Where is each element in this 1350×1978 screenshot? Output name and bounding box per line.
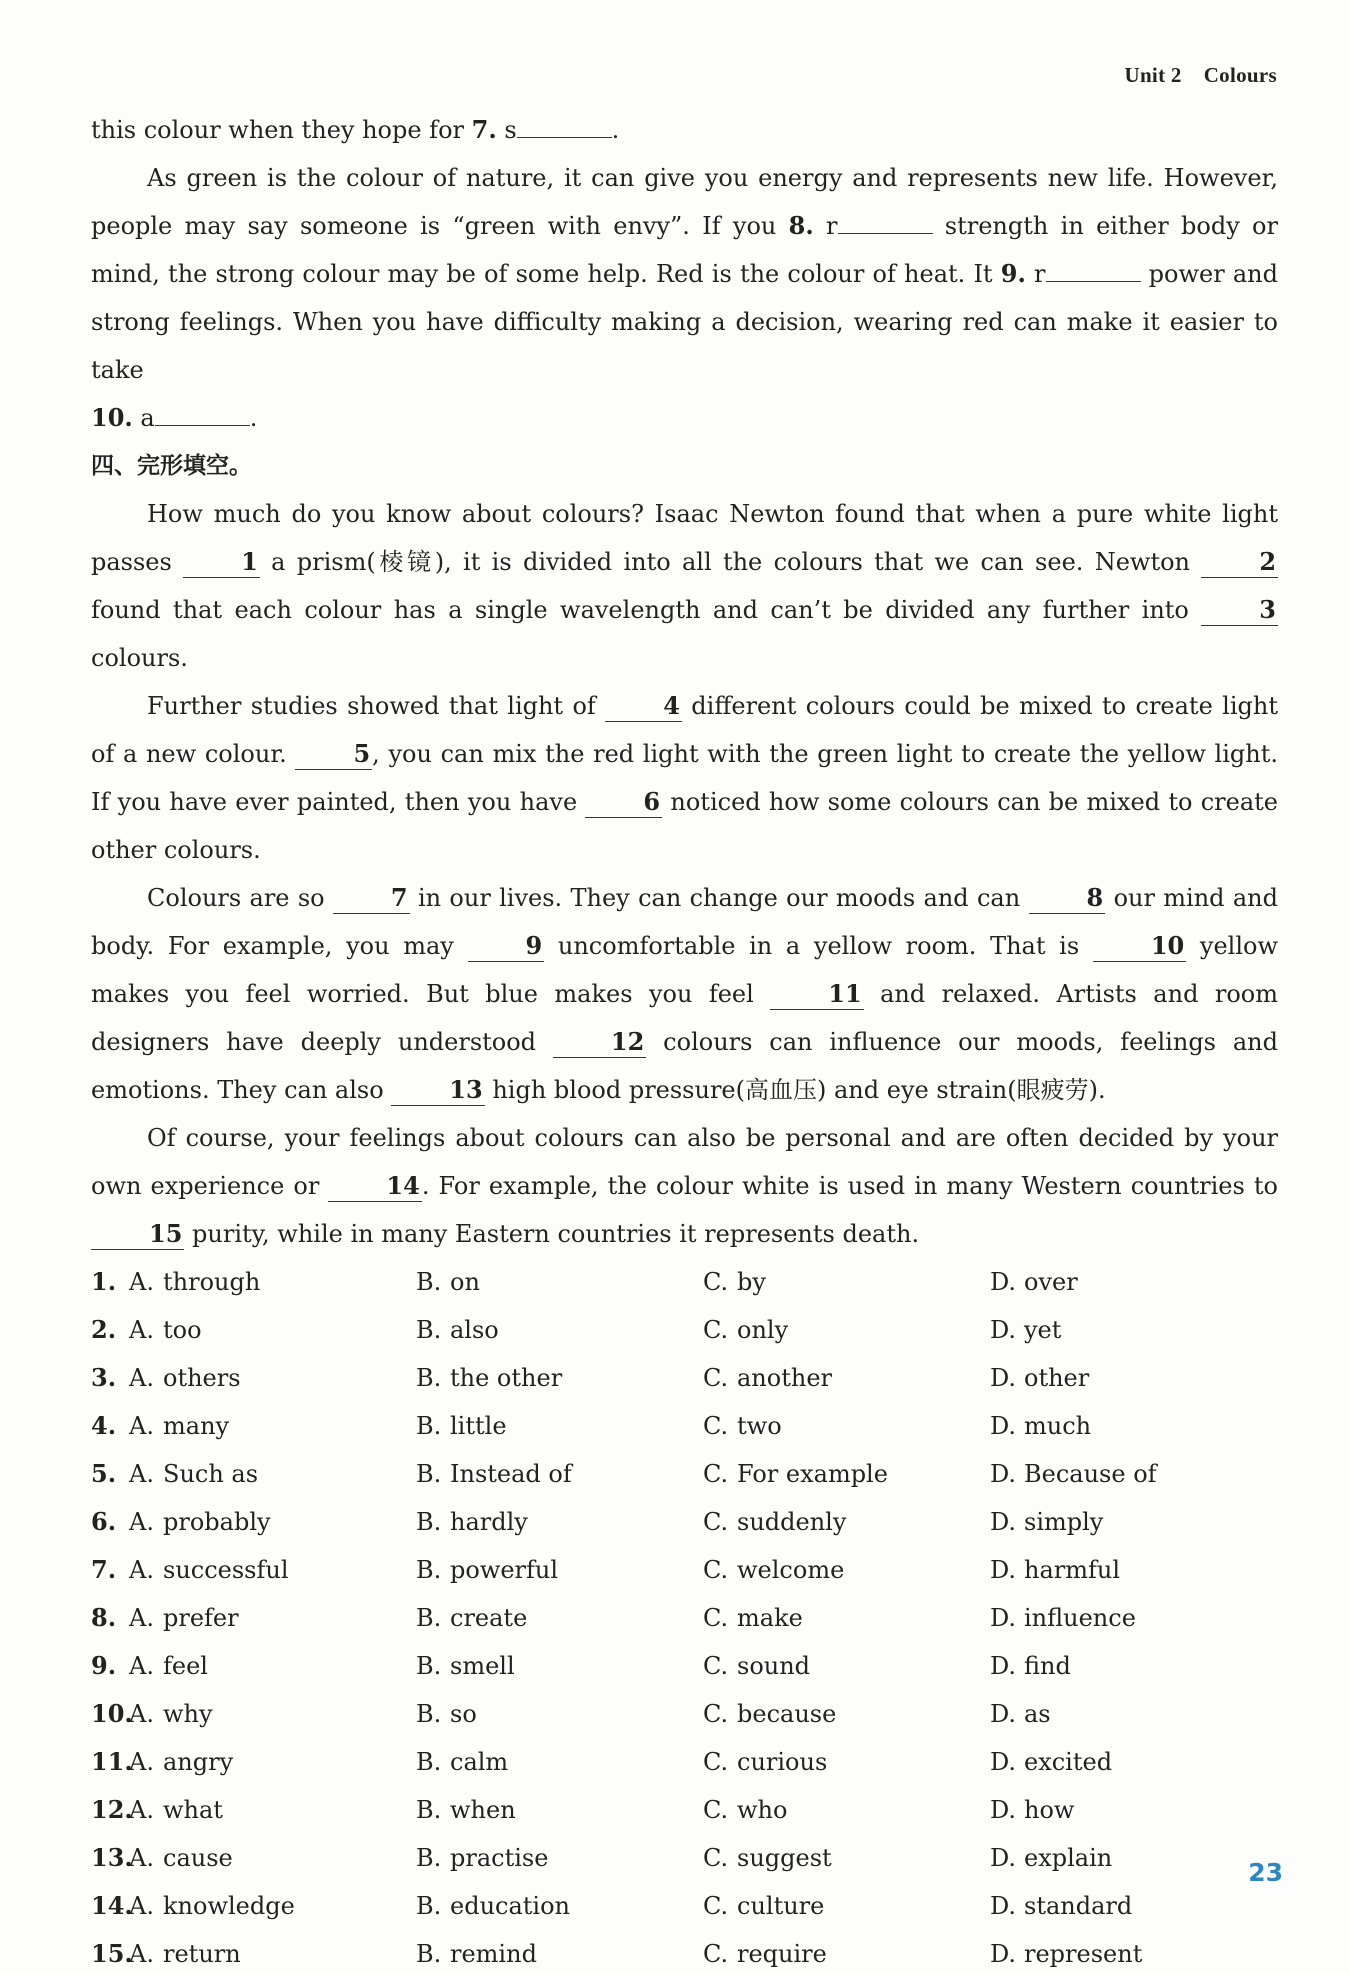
option-text: standard — [1024, 1892, 1133, 1920]
option-question-number: 10. — [91, 1699, 133, 1728]
running-header — [1124, 63, 1277, 88]
option-a[interactable] — [129, 1882, 416, 1930]
option-text: when — [450, 1796, 516, 1824]
option-letter: A. — [129, 1316, 154, 1344]
content — [91, 106, 1278, 1978]
option-letter: D. — [990, 1748, 1017, 1776]
option-text: calm — [450, 1748, 509, 1776]
option-b[interactable] — [416, 1498, 703, 1546]
cloze-blank-8[interactable]: 8 — [1029, 883, 1106, 914]
option-a[interactable] — [129, 1402, 416, 1450]
option-letter: D. — [990, 1604, 1017, 1632]
option-text: curious — [737, 1748, 828, 1776]
answer-blank-10[interactable] — [155, 425, 250, 426]
option-a[interactable] — [129, 1642, 416, 1690]
option-text: through — [163, 1268, 261, 1296]
option-letter: A. — [129, 1556, 154, 1584]
option-text: angry — [163, 1748, 234, 1776]
option-letter: B. — [416, 1268, 442, 1296]
option-a[interactable] — [129, 1738, 416, 1786]
option-c[interactable] — [703, 1306, 990, 1354]
cloze-blank-11[interactable]: 11 — [770, 979, 863, 1010]
option-text: feel — [163, 1652, 208, 1680]
option-text: culture — [737, 1892, 825, 1920]
option-text: remind — [450, 1940, 537, 1968]
option-text: little — [450, 1412, 507, 1440]
cloze-blank-13[interactable]: 13 — [391, 1075, 484, 1106]
option-letter: C. — [703, 1412, 729, 1440]
option-c[interactable] — [703, 1882, 990, 1930]
option-question-number: 4. — [91, 1411, 117, 1440]
cloze-blank-12[interactable]: 12 — [553, 1027, 646, 1058]
option-text: others — [163, 1364, 241, 1392]
option-row — [91, 1354, 1278, 1402]
option-c[interactable] — [703, 1546, 990, 1594]
option-c[interactable] — [703, 1498, 990, 1546]
option-letter: A. — [129, 1892, 154, 1920]
option-d[interactable] — [990, 1738, 1277, 1786]
option-letter: C. — [703, 1892, 729, 1920]
option-d[interactable] — [990, 1450, 1277, 1498]
passage-paragraph-1: How much do you know about colours? Isaac Newton found that when a pure white light passes 1 a prism(棱镜), it is divided into all the colours that we can see. Newton 2 found that each colour has a single wavelength and can’t be divided any further into 3 colours. — [91, 500, 1278, 672]
option-text: only — [737, 1316, 789, 1344]
option-letter: A. — [129, 1604, 154, 1632]
option-question-number: 2. — [91, 1315, 117, 1344]
option-text: successful — [163, 1556, 289, 1584]
option-b[interactable] — [416, 1354, 703, 1402]
cloze-blank-15[interactable]: 15 — [91, 1219, 184, 1250]
option-text: Instead of — [450, 1460, 572, 1488]
option-c[interactable] — [703, 1834, 990, 1882]
cloze-blank-3[interactable]: 3 — [1201, 595, 1278, 626]
cloze-blank-4[interactable]: 4 — [605, 691, 682, 722]
question-number: 7. — [471, 115, 497, 144]
option-text: influence — [1024, 1604, 1136, 1632]
option-letter: C. — [703, 1748, 729, 1776]
option-letter: B. — [416, 1844, 442, 1872]
option-letter: D. — [990, 1460, 1017, 1488]
option-text: welcome — [737, 1556, 845, 1584]
option-b[interactable] — [416, 1450, 703, 1498]
option-letter: A. — [129, 1508, 154, 1536]
option-question-number: 9. — [91, 1651, 117, 1680]
option-text: harmful — [1024, 1556, 1121, 1584]
option-letter: C. — [703, 1316, 729, 1344]
option-c[interactable] — [703, 1258, 990, 1306]
option-text: suddenly — [737, 1508, 847, 1536]
option-text: over — [1024, 1268, 1078, 1296]
option-text: prefer — [163, 1604, 239, 1632]
option-letter: B. — [416, 1892, 442, 1920]
option-text: probably — [163, 1508, 271, 1536]
option-letter: B. — [416, 1940, 442, 1968]
option-b[interactable] — [416, 1834, 703, 1882]
option-b[interactable] — [416, 1258, 703, 1306]
option-letter: B. — [416, 1652, 442, 1680]
option-letter: B. — [416, 1316, 442, 1344]
option-text: by — [737, 1268, 766, 1296]
cloze-blank-2[interactable]: 2 — [1201, 547, 1278, 578]
option-letter: C. — [703, 1364, 729, 1392]
option-row — [91, 1690, 1278, 1738]
option-letter: C. — [703, 1460, 729, 1488]
option-text: excited — [1024, 1748, 1113, 1776]
section-title: 四、完形填空。 — [91, 453, 252, 479]
option-text: the other — [450, 1364, 563, 1392]
header-title: Colours — [1203, 63, 1277, 87]
option-letter: A. — [129, 1460, 154, 1488]
option-letter: A. — [129, 1796, 154, 1824]
option-text: who — [737, 1796, 788, 1824]
paragraph-green-red: As green is the colour of nature, it can give you energy and represents new life. However, people may say someone is “green with envy”. If you 8. r strength in either body or mind, the strong colour may be of some help. Red is the colour of heat. It 9. r power and strong feelings. When you have difficulty making a decision, wearing red can make it easier to take — [91, 164, 1279, 384]
option-row — [91, 1450, 1278, 1498]
option-question-number: 15. — [91, 1939, 133, 1968]
option-text: hardly — [450, 1508, 528, 1536]
option-row — [91, 1258, 1278, 1306]
option-text: return — [163, 1940, 241, 1968]
option-d[interactable] — [990, 1354, 1277, 1402]
answer-blank-7[interactable] — [517, 137, 612, 138]
option-text: Such as — [163, 1460, 259, 1488]
option-text: suggest — [737, 1844, 832, 1872]
paragraph-fill-continuation: this colour when they hope for 7. s . — [91, 115, 620, 144]
option-letter: C. — [703, 1604, 729, 1632]
option-text: sound — [737, 1652, 811, 1680]
cloze-blank-5[interactable]: 5 — [295, 739, 372, 770]
option-row — [91, 1882, 1278, 1930]
option-a[interactable] — [129, 1690, 416, 1738]
option-text: how — [1024, 1796, 1075, 1824]
option-letter: B. — [416, 1700, 442, 1728]
option-letter: D. — [990, 1844, 1017, 1872]
option-text: so — [450, 1700, 477, 1728]
option-a[interactable] — [129, 1546, 416, 1594]
cloze-blank-14[interactable]: 14 — [328, 1171, 421, 1202]
option-letter: B. — [416, 1796, 442, 1824]
option-d[interactable] — [990, 1402, 1277, 1450]
option-question-number: 5. — [91, 1459, 117, 1488]
option-text: why — [163, 1700, 213, 1728]
paragraph-q10: 10. a . — [91, 403, 258, 432]
option-letter: A. — [129, 1268, 154, 1296]
option-letter: D. — [990, 1412, 1017, 1440]
option-text: yet — [1024, 1316, 1062, 1344]
option-text: much — [1024, 1412, 1092, 1440]
option-text: smell — [450, 1652, 515, 1680]
option-letter: D. — [990, 1700, 1017, 1728]
option-c[interactable] — [703, 1402, 990, 1450]
option-b[interactable] — [416, 1306, 703, 1354]
option-letter: B. — [416, 1556, 442, 1584]
option-letter: C. — [703, 1508, 729, 1536]
option-text: For example — [737, 1460, 888, 1488]
option-text: two — [737, 1412, 782, 1440]
cloze-blank-6[interactable]: 6 — [585, 787, 662, 818]
option-text: what — [163, 1796, 223, 1824]
option-question-number: 12. — [91, 1795, 133, 1824]
option-a[interactable] — [129, 1498, 416, 1546]
option-text: education — [450, 1892, 570, 1920]
option-text: practise — [450, 1844, 549, 1872]
option-row — [91, 1306, 1278, 1354]
answer-blank-9[interactable] — [1046, 281, 1141, 282]
option-letter: C. — [703, 1700, 729, 1728]
option-a[interactable] — [129, 1834, 416, 1882]
option-text: on — [450, 1268, 480, 1296]
option-row — [91, 1402, 1278, 1450]
option-c[interactable] — [703, 1738, 990, 1786]
option-text: explain — [1024, 1844, 1113, 1872]
option-row — [91, 1498, 1278, 1546]
option-question-number: 8. — [91, 1603, 117, 1632]
option-d[interactable] — [990, 1642, 1277, 1690]
option-d[interactable] — [990, 1786, 1277, 1834]
option-letter: D. — [990, 1892, 1017, 1920]
option-letter: A. — [129, 1700, 154, 1728]
option-text: also — [450, 1316, 499, 1344]
option-letter: B. — [416, 1364, 442, 1392]
option-question-number: 14. — [91, 1891, 133, 1920]
option-c[interactable] — [703, 1450, 990, 1498]
option-letter: B. — [416, 1508, 442, 1536]
option-row — [91, 1738, 1278, 1786]
option-d[interactable] — [990, 1498, 1277, 1546]
option-question-number: 1. — [91, 1267, 117, 1296]
option-letter: D. — [990, 1508, 1017, 1536]
option-question-number: 11. — [91, 1747, 133, 1776]
option-letter: D. — [990, 1316, 1017, 1344]
option-a[interactable] — [129, 1258, 416, 1306]
option-text: create — [450, 1604, 528, 1632]
cloze-blank-7[interactable]: 7 — [333, 883, 410, 914]
option-c[interactable] — [703, 1642, 990, 1690]
option-text: because — [737, 1700, 837, 1728]
option-text: as — [1024, 1700, 1051, 1728]
option-d[interactable] — [990, 1546, 1277, 1594]
option-b[interactable] — [416, 1594, 703, 1642]
option-c[interactable] — [703, 1354, 990, 1402]
option-text: powerful — [450, 1556, 559, 1584]
option-row — [91, 1834, 1278, 1882]
option-letter: B. — [416, 1604, 442, 1632]
option-letter: D. — [990, 1652, 1017, 1680]
option-text: simply — [1024, 1508, 1104, 1536]
option-letter: C. — [703, 1844, 729, 1872]
option-text: many — [163, 1412, 230, 1440]
option-letter: D. — [990, 1796, 1017, 1824]
option-row — [91, 1642, 1278, 1690]
option-a[interactable] — [129, 1786, 416, 1834]
option-d[interactable] — [990, 1690, 1277, 1738]
passage-paragraph-4: Of course, your feelings about colours can also be personal and are often decided by your own experience or 14. For example, the colour white is used in many Western countries to 15 purity, while in many Eastern countries it represents death. — [91, 1124, 1279, 1248]
option-letter: A. — [129, 1748, 154, 1776]
option-letter: C. — [703, 1556, 729, 1584]
passage-paragraph-2: Further studies showed that light of 4 different colours could be mixed to create light of a new colour. 5, you can mix the red light with the green light to create the yellow light. If you have ever painted, then you have 6 noticed how some colours can be mixed to create other colours. — [91, 691, 1279, 864]
option-letter: A. — [129, 1940, 154, 1968]
passage-paragraph-3: Colours are so 7 in our lives. They can change our moods and can 8 our mind and body. For example, you may 9 uncomfortable in a yellow room. That is 10 yellow makes you feel worried. But blue makes you feel 11 and relaxed. Artists and room designers have deeply understood 12 colours can influence our moods, feelings and emotions. They can also 13 high blood pressure(高血压) and eye strain(眼疲劳). — [91, 883, 1279, 1104]
option-b[interactable] — [416, 1402, 703, 1450]
option-a[interactable] — [129, 1594, 416, 1642]
option-letter: D. — [990, 1556, 1017, 1584]
option-d[interactable] — [990, 1882, 1277, 1930]
option-question-number: 3. — [91, 1363, 117, 1392]
option-row — [91, 1786, 1278, 1834]
option-b[interactable] — [416, 1738, 703, 1786]
question-number: 9. — [1000, 259, 1026, 288]
option-letter: C. — [703, 1268, 729, 1296]
option-text: find — [1024, 1652, 1071, 1680]
option-question-number: 7. — [91, 1555, 117, 1584]
option-letter: C. — [703, 1652, 729, 1680]
page-number: 23 — [1248, 1858, 1283, 1887]
option-letter: B. — [416, 1748, 442, 1776]
option-d[interactable] — [990, 1834, 1277, 1882]
option-text: require — [737, 1940, 827, 1968]
option-d[interactable] — [990, 1258, 1277, 1306]
header-unit: Unit 2 — [1124, 63, 1182, 87]
option-question-number: 13. — [91, 1843, 133, 1872]
option-text: other — [1024, 1364, 1090, 1392]
option-d[interactable] — [990, 1306, 1277, 1354]
option-c[interactable] — [703, 1786, 990, 1834]
option-question-number: 6. — [91, 1507, 117, 1536]
answer-blank-8[interactable] — [838, 233, 933, 234]
option-letter: B. — [416, 1460, 442, 1488]
cloze-blank-9[interactable]: 9 — [468, 931, 545, 962]
option-letter: C. — [703, 1796, 729, 1824]
option-d[interactable] — [990, 1594, 1277, 1642]
question-number: 10. — [91, 403, 133, 432]
option-letter: A. — [129, 1364, 154, 1392]
option-letter: D. — [990, 1364, 1017, 1392]
option-c[interactable] — [703, 1594, 990, 1642]
option-letter: A. — [129, 1412, 154, 1440]
option-letter: A. — [129, 1652, 154, 1680]
option-c[interactable] — [703, 1690, 990, 1738]
option-text: Because of — [1024, 1460, 1157, 1488]
option-letter: A. — [129, 1844, 154, 1872]
option-text: another — [737, 1364, 832, 1392]
question-number: 8. — [788, 211, 814, 240]
option-a[interactable] — [129, 1450, 416, 1498]
option-letter: B. — [416, 1412, 442, 1440]
option-text: knowledge — [163, 1892, 295, 1920]
option-b[interactable] — [416, 1546, 703, 1594]
option-a[interactable] — [129, 1354, 416, 1402]
option-b[interactable] — [416, 1642, 703, 1690]
option-row — [91, 1546, 1278, 1594]
option-text: cause — [163, 1844, 233, 1872]
options-list — [91, 1258, 1278, 1978]
option-b[interactable] — [416, 1882, 703, 1930]
option-text: too — [163, 1316, 202, 1344]
option-b[interactable] — [416, 1690, 703, 1738]
option-letter: C. — [703, 1940, 729, 1968]
option-letter: D. — [990, 1940, 1017, 1968]
option-b[interactable] — [416, 1786, 703, 1834]
option-row — [91, 1594, 1278, 1642]
cloze-blank-1[interactable]: 1 — [183, 547, 260, 578]
option-text: make — [737, 1604, 803, 1632]
option-text: represent — [1024, 1940, 1143, 1968]
option-a[interactable] — [129, 1306, 416, 1354]
option-letter: D. — [990, 1268, 1017, 1296]
cloze-blank-10[interactable]: 10 — [1093, 931, 1186, 962]
